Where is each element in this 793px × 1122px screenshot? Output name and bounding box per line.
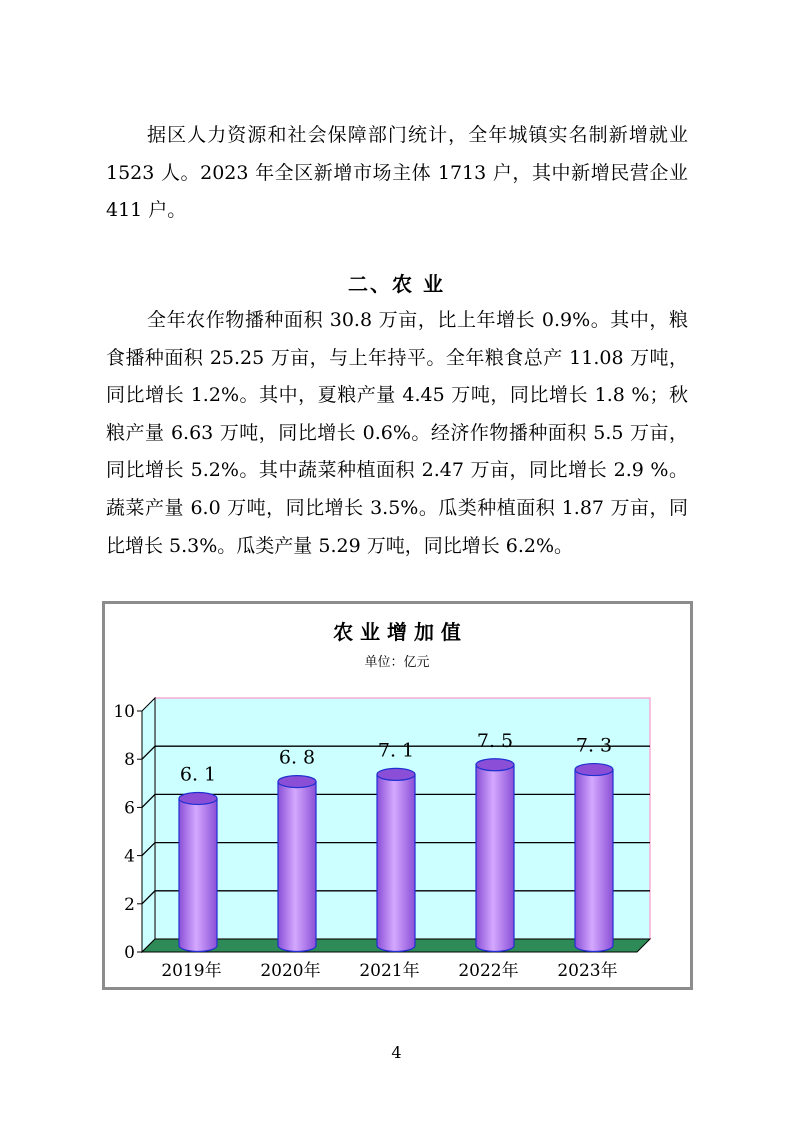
agriculture-value-chart [102, 601, 693, 990]
x-tick-label: 2021年 [359, 961, 420, 981]
section-heading-agriculture: 二、农 业 [348, 272, 445, 296]
y-tick-label: 8 [124, 750, 135, 771]
bar-top [377, 768, 415, 780]
chart-svg [105, 604, 690, 987]
data-label: 6. 1 [179, 763, 217, 786]
bar-top [476, 759, 514, 771]
x-tick-label: 2023年 [557, 961, 618, 981]
y-tick-label: 0 [124, 943, 135, 963]
data-label: 7. 3 [575, 734, 613, 757]
employment-paragraph: 据区人力资源和社会保障部门统计，全年城镇实名制新增就业 1523 人。2023 年全区新增市场主体 1713 户，其中新增民营企业 411 户。 [106, 124, 688, 222]
y-tick-label: 4 [124, 846, 135, 867]
bar-top [278, 776, 316, 788]
bar-top [575, 764, 613, 776]
data-label: 6. 8 [278, 746, 316, 769]
data-label: 7. 1 [377, 739, 415, 762]
bar-top [179, 792, 217, 804]
y-tick-label: 2 [124, 894, 135, 915]
page-number: 4 [391, 1043, 402, 1062]
y-tick-label: 10 [113, 702, 135, 722]
agriculture-paragraph: 全年农作物播种面积 30.8 万亩，比上年增长 0.9%。其中，粮食播种面积 25.25 万亩，与上年持平。全年粮食总产 11.08 万吨，同比增长 1.2%。其中，夏粮产量 4.45 万吨，同比增长 1.8 %；秋粮产量 6.63 万吨，同比增长 0.6%。经济作物播种面积 5.5 万亩，同比增长 5.2%。其中蔬菜种植面积 2.47 万亩，同比增长 2.9 %。蔬菜产量 6.0 万吨，同比增长 3.5%。瓜类种植面积 1.87 万亩，同比增长 5.3%。瓜类产量 5.29 万吨，同比增长 6.2%。 [106, 309, 688, 557]
bar [575, 770, 613, 952]
chart-title: 农 业 增 加 值 [333, 620, 461, 644]
x-tick-label: 2022年 [458, 961, 519, 981]
bar [278, 782, 316, 952]
data-label: 7. 5 [476, 729, 514, 752]
y-tick-label: 6 [124, 798, 135, 819]
bar [476, 765, 514, 952]
plot-area [113, 698, 650, 981]
bar [179, 798, 217, 951]
x-tick-label: 2019年 [161, 961, 222, 981]
chart-subtitle: 单位：亿元 [364, 655, 430, 670]
bar [377, 774, 415, 951]
x-tick-label: 2020年 [260, 961, 321, 981]
plot-side-wall [142, 698, 155, 952]
